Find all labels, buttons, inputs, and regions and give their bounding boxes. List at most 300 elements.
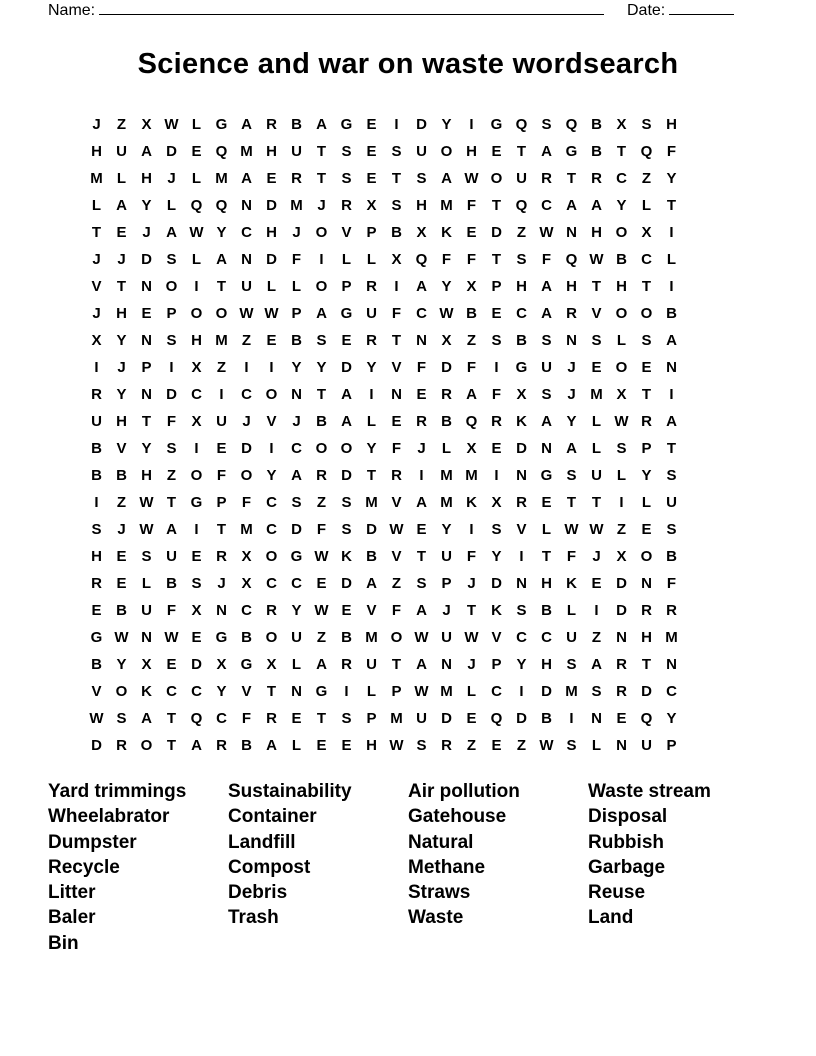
grid-letter[interactable]: B bbox=[166, 575, 177, 592]
grid-letter[interactable]: U bbox=[591, 467, 602, 484]
grid-letter[interactable]: S bbox=[541, 386, 552, 403]
grid-letter[interactable]: L bbox=[366, 251, 377, 268]
grid-letter[interactable]: B bbox=[541, 710, 552, 727]
grid-letter[interactable]: G bbox=[340, 305, 353, 322]
grid-letter[interactable]: E bbox=[616, 710, 627, 727]
grid-letter[interactable]: M bbox=[440, 683, 453, 700]
grid-letter[interactable]: N bbox=[291, 683, 302, 700]
grid-letter[interactable]: O bbox=[615, 305, 628, 322]
grid-letter[interactable]: G bbox=[340, 116, 353, 133]
grid-letter[interactable]: A bbox=[116, 197, 127, 214]
grid-letter[interactable]: O bbox=[265, 386, 278, 403]
grid-letter[interactable]: J bbox=[167, 170, 176, 187]
grid-letter[interactable]: M bbox=[390, 710, 403, 727]
grid-letter[interactable]: J bbox=[292, 224, 301, 241]
grid-letter[interactable]: T bbox=[416, 548, 427, 565]
grid-letter[interactable]: X bbox=[391, 251, 402, 268]
grid-letter[interactable]: H bbox=[616, 278, 627, 295]
grid-letter[interactable]: U bbox=[216, 413, 227, 430]
grid-letter[interactable]: C bbox=[641, 251, 652, 268]
grid-letter[interactable]: C bbox=[516, 305, 527, 322]
grid-letter[interactable]: E bbox=[341, 332, 352, 349]
grid-letter[interactable]: K bbox=[566, 575, 577, 592]
grid-letter[interactable]: E bbox=[91, 602, 102, 619]
grid-letter[interactable]: M bbox=[440, 467, 453, 484]
grid-letter[interactable]: H bbox=[541, 656, 552, 673]
grid-letter[interactable]: U bbox=[241, 278, 252, 295]
grid-letter[interactable]: F bbox=[241, 494, 252, 511]
grid-letter[interactable]: J bbox=[567, 359, 576, 376]
grid-letter[interactable]: C bbox=[166, 683, 177, 700]
grid-letter[interactable]: G bbox=[565, 143, 578, 160]
grid-letter[interactable]: E bbox=[391, 413, 402, 430]
grid-letter[interactable]: S bbox=[416, 737, 427, 754]
grid-letter[interactable]: S bbox=[516, 602, 527, 619]
grid-letter[interactable]: I bbox=[394, 116, 399, 133]
grid-letter[interactable]: U bbox=[291, 629, 302, 646]
grid-letter[interactable]: A bbox=[416, 656, 427, 673]
grid-letter[interactable]: N bbox=[666, 359, 677, 376]
grid-letter[interactable]: D bbox=[266, 197, 277, 214]
date-blank-line[interactable] bbox=[669, 0, 734, 15]
grid-letter[interactable]: X bbox=[466, 440, 477, 457]
grid-letter[interactable]: I bbox=[519, 683, 524, 700]
grid-letter[interactable]: R bbox=[216, 548, 227, 565]
grid-letter[interactable]: H bbox=[591, 224, 602, 241]
grid-letter[interactable]: N bbox=[541, 440, 552, 457]
grid-letter[interactable]: I bbox=[94, 494, 99, 511]
grid-letter[interactable]: W bbox=[589, 251, 604, 268]
grid-letter[interactable]: U bbox=[641, 737, 652, 754]
grid-letter[interactable]: W bbox=[314, 548, 329, 565]
grid-letter[interactable]: A bbox=[566, 440, 577, 457]
grid-letter[interactable]: D bbox=[166, 143, 177, 160]
grid-letter[interactable]: Q bbox=[640, 143, 653, 160]
grid-letter[interactable]: V bbox=[391, 548, 402, 565]
grid-letter[interactable]: O bbox=[315, 278, 328, 295]
grid-letter[interactable]: Z bbox=[516, 224, 527, 241]
grid-letter[interactable]: S bbox=[416, 170, 427, 187]
grid-letter[interactable]: N bbox=[516, 467, 527, 484]
grid-letter[interactable]: X bbox=[141, 116, 152, 133]
grid-letter[interactable]: A bbox=[341, 386, 352, 403]
grid-letter[interactable]: E bbox=[116, 224, 127, 241]
grid-letter[interactable]: D bbox=[491, 575, 502, 592]
grid-letter[interactable]: I bbox=[244, 359, 249, 376]
grid-letter[interactable]: R bbox=[391, 467, 402, 484]
grid-letter[interactable]: X bbox=[516, 386, 527, 403]
grid-letter[interactable]: Q bbox=[490, 710, 503, 727]
grid-letter[interactable]: P bbox=[666, 737, 677, 754]
grid-letter[interactable]: Q bbox=[190, 710, 203, 727]
grid-letter[interactable]: T bbox=[641, 386, 652, 403]
grid-letter[interactable]: S bbox=[391, 143, 402, 160]
grid-letter[interactable]: I bbox=[269, 440, 274, 457]
grid-letter[interactable]: T bbox=[591, 494, 602, 511]
grid-letter[interactable]: V bbox=[366, 602, 377, 619]
grid-letter[interactable]: G bbox=[315, 683, 328, 700]
grid-letter[interactable]: A bbox=[291, 467, 302, 484]
grid-letter[interactable]: R bbox=[566, 305, 577, 322]
grid-letter[interactable]: P bbox=[641, 440, 652, 457]
grid-letter[interactable]: L bbox=[441, 440, 452, 457]
grid-letter[interactable]: U bbox=[366, 656, 377, 673]
grid-letter[interactable]: N bbox=[241, 251, 252, 268]
grid-letter[interactable]: A bbox=[366, 575, 377, 592]
grid-letter[interactable]: L bbox=[566, 602, 577, 619]
grid-letter[interactable]: D bbox=[616, 602, 627, 619]
grid-letter[interactable]: Q bbox=[565, 116, 578, 133]
grid-letter[interactable]: Z bbox=[166, 467, 177, 484]
grid-letter[interactable]: O bbox=[640, 548, 653, 565]
grid-letter[interactable]: S bbox=[116, 710, 127, 727]
grid-letter[interactable]: F bbox=[166, 602, 177, 619]
grid-letter[interactable]: O bbox=[315, 440, 328, 457]
grid-letter[interactable]: G bbox=[490, 116, 503, 133]
grid-letter[interactable]: E bbox=[366, 170, 377, 187]
grid-letter[interactable]: P bbox=[366, 710, 377, 727]
grid-letter[interactable]: D bbox=[266, 251, 277, 268]
grid-letter[interactable]: A bbox=[141, 143, 152, 160]
grid-letter[interactable]: L bbox=[341, 251, 352, 268]
grid-letter[interactable]: F bbox=[466, 359, 477, 376]
grid-letter[interactable]: M bbox=[215, 170, 228, 187]
grid-letter[interactable]: I bbox=[394, 278, 399, 295]
grid-letter[interactable]: P bbox=[291, 305, 302, 322]
grid-letter[interactable]: O bbox=[640, 305, 653, 322]
grid-letter[interactable]: U bbox=[441, 548, 452, 565]
grid-letter[interactable]: Z bbox=[466, 332, 477, 349]
grid-letter[interactable]: W bbox=[139, 494, 154, 511]
grid-letter[interactable]: T bbox=[316, 710, 327, 727]
grid-letter[interactable]: F bbox=[441, 251, 452, 268]
grid-letter[interactable]: A bbox=[541, 143, 552, 160]
grid-letter[interactable]: Y bbox=[116, 386, 127, 403]
grid-letter[interactable]: U bbox=[666, 494, 677, 511]
grid-letter[interactable]: D bbox=[441, 710, 452, 727]
grid-letter[interactable]: B bbox=[291, 332, 302, 349]
grid-letter[interactable]: E bbox=[266, 170, 277, 187]
grid-letter[interactable]: X bbox=[416, 224, 427, 241]
grid-letter[interactable]: B bbox=[316, 413, 327, 430]
grid-letter[interactable]: S bbox=[591, 683, 602, 700]
grid-letter[interactable]: P bbox=[491, 278, 502, 295]
grid-letter[interactable]: R bbox=[266, 710, 277, 727]
grid-letter[interactable]: N bbox=[141, 629, 152, 646]
grid-letter[interactable]: E bbox=[466, 710, 477, 727]
grid-letter[interactable]: A bbox=[266, 737, 277, 754]
grid-letter[interactable]: H bbox=[366, 737, 377, 754]
grid-letter[interactable]: L bbox=[591, 413, 602, 430]
grid-letter[interactable]: M bbox=[440, 494, 453, 511]
grid-letter[interactable]: U bbox=[541, 359, 552, 376]
grid-letter[interactable]: S bbox=[166, 251, 177, 268]
grid-letter[interactable]: T bbox=[466, 602, 477, 619]
grid-letter[interactable]: U bbox=[91, 413, 102, 430]
grid-letter[interactable]: Y bbox=[116, 656, 127, 673]
grid-letter[interactable]: N bbox=[391, 386, 402, 403]
grid-letter[interactable]: A bbox=[166, 224, 177, 241]
grid-letter[interactable]: N bbox=[216, 602, 227, 619]
grid-letter[interactable]: M bbox=[590, 386, 603, 403]
grid-letter[interactable]: R bbox=[516, 494, 527, 511]
grid-letter[interactable]: D bbox=[441, 359, 452, 376]
grid-letter[interactable]: C bbox=[241, 386, 252, 403]
grid-letter[interactable]: E bbox=[116, 548, 127, 565]
grid-letter[interactable]: T bbox=[566, 494, 577, 511]
grid-letter[interactable]: I bbox=[369, 386, 374, 403]
grid-letter[interactable]: I bbox=[669, 224, 674, 241]
grid-letter[interactable]: R bbox=[266, 602, 277, 619]
grid-letter[interactable]: T bbox=[666, 197, 677, 214]
grid-letter[interactable]: Q bbox=[515, 116, 528, 133]
grid-letter[interactable]: E bbox=[266, 332, 277, 349]
grid-letter[interactable]: U bbox=[416, 710, 427, 727]
grid-letter[interactable]: E bbox=[191, 629, 202, 646]
grid-letter[interactable]: T bbox=[566, 170, 577, 187]
grid-letter[interactable]: T bbox=[316, 143, 327, 160]
grid-letter[interactable]: Y bbox=[641, 467, 652, 484]
grid-letter[interactable]: C bbox=[241, 224, 252, 241]
grid-letter[interactable]: F bbox=[466, 197, 477, 214]
grid-letter[interactable]: J bbox=[92, 116, 101, 133]
grid-letter[interactable]: T bbox=[491, 251, 502, 268]
grid-letter[interactable]: W bbox=[614, 413, 629, 430]
grid-letter[interactable]: V bbox=[116, 440, 127, 457]
grid-letter[interactable]: X bbox=[241, 575, 252, 592]
grid-letter[interactable]: S bbox=[491, 521, 502, 538]
grid-letter[interactable]: R bbox=[591, 170, 602, 187]
grid-letter[interactable]: L bbox=[291, 737, 302, 754]
grid-letter[interactable]: S bbox=[616, 440, 627, 457]
grid-letter[interactable]: C bbox=[266, 575, 277, 592]
grid-letter[interactable]: Y bbox=[216, 683, 227, 700]
grid-letter[interactable]: E bbox=[641, 521, 652, 538]
grid-letter[interactable]: E bbox=[316, 737, 327, 754]
grid-letter[interactable]: Z bbox=[516, 737, 527, 754]
grid-letter[interactable]: R bbox=[366, 332, 377, 349]
grid-letter[interactable]: I bbox=[169, 359, 174, 376]
grid-letter[interactable]: B bbox=[516, 332, 527, 349]
grid-letter[interactable]: G bbox=[215, 116, 228, 133]
grid-letter[interactable]: P bbox=[166, 305, 177, 322]
grid-letter[interactable]: B bbox=[591, 116, 602, 133]
grid-letter[interactable]: O bbox=[190, 305, 203, 322]
grid-letter[interactable]: R bbox=[541, 170, 552, 187]
grid-letter[interactable]: V bbox=[391, 359, 402, 376]
grid-letter[interactable]: N bbox=[566, 224, 577, 241]
grid-letter[interactable]: E bbox=[466, 224, 477, 241]
grid-letter[interactable]: M bbox=[365, 629, 378, 646]
grid-letter[interactable]: W bbox=[239, 305, 254, 322]
grid-letter[interactable]: D bbox=[341, 359, 352, 376]
grid-letter[interactable]: S bbox=[591, 332, 602, 349]
grid-letter[interactable]: Z bbox=[591, 629, 602, 646]
grid-letter[interactable]: H bbox=[141, 467, 152, 484]
grid-letter[interactable]: E bbox=[416, 386, 427, 403]
grid-letter[interactable]: Y bbox=[491, 548, 502, 565]
grid-letter[interactable]: D bbox=[616, 575, 627, 592]
grid-letter[interactable]: Z bbox=[466, 737, 477, 754]
grid-letter[interactable]: A bbox=[241, 170, 252, 187]
grid-letter[interactable]: I bbox=[619, 494, 624, 511]
grid-letter[interactable]: T bbox=[216, 278, 227, 295]
grid-letter[interactable]: R bbox=[216, 737, 227, 754]
grid-letter[interactable]: O bbox=[490, 170, 503, 187]
grid-letter[interactable]: E bbox=[591, 359, 602, 376]
grid-letter[interactable]: Z bbox=[616, 521, 627, 538]
grid-letter[interactable]: C bbox=[266, 521, 277, 538]
grid-letter[interactable]: O bbox=[315, 224, 328, 241]
grid-letter[interactable]: E bbox=[491, 440, 502, 457]
grid-letter[interactable]: S bbox=[491, 332, 502, 349]
grid-letter[interactable]: C bbox=[491, 683, 502, 700]
grid-letter[interactable]: P bbox=[441, 575, 452, 592]
grid-letter[interactable]: J bbox=[417, 440, 426, 457]
grid-letter[interactable]: I bbox=[319, 251, 324, 268]
grid-letter[interactable]: L bbox=[641, 494, 652, 511]
grid-letter[interactable]: S bbox=[566, 737, 577, 754]
grid-letter[interactable]: B bbox=[241, 629, 252, 646]
grid-letter[interactable]: T bbox=[391, 170, 402, 187]
grid-letter[interactable]: X bbox=[216, 656, 227, 673]
grid-letter[interactable]: Z bbox=[116, 116, 127, 133]
grid-letter[interactable]: W bbox=[464, 629, 479, 646]
grid-letter[interactable]: W bbox=[389, 521, 404, 538]
grid-letter[interactable]: H bbox=[566, 278, 577, 295]
grid-letter[interactable]: N bbox=[141, 386, 152, 403]
grid-letter[interactable]: S bbox=[566, 656, 577, 673]
grid-letter[interactable]: C bbox=[191, 386, 202, 403]
grid-letter[interactable]: U bbox=[516, 170, 527, 187]
grid-letter[interactable]: T bbox=[366, 467, 377, 484]
grid-letter[interactable]: Q bbox=[190, 197, 203, 214]
grid-letter[interactable]: L bbox=[191, 251, 202, 268]
grid-letter[interactable]: V bbox=[266, 413, 277, 430]
grid-letter[interactable]: F bbox=[291, 251, 302, 268]
grid-letter[interactable]: F bbox=[466, 548, 477, 565]
grid-letter[interactable]: F bbox=[391, 305, 402, 322]
grid-letter[interactable]: L bbox=[666, 251, 677, 268]
grid-letter[interactable]: L bbox=[616, 467, 627, 484]
grid-letter[interactable]: E bbox=[491, 143, 502, 160]
grid-letter[interactable]: R bbox=[441, 386, 452, 403]
grid-letter[interactable]: H bbox=[641, 629, 652, 646]
grid-letter[interactable]: S bbox=[516, 251, 527, 268]
grid-letter[interactable]: J bbox=[567, 386, 576, 403]
grid-letter[interactable]: N bbox=[141, 332, 152, 349]
grid-letter[interactable]: B bbox=[91, 656, 102, 673]
grid-letter[interactable]: T bbox=[391, 656, 402, 673]
grid-letter[interactable]: T bbox=[266, 683, 277, 700]
grid-letter[interactable]: Y bbox=[366, 359, 377, 376]
grid-letter[interactable]: A bbox=[541, 413, 552, 430]
grid-letter[interactable]: H bbox=[666, 116, 677, 133]
grid-letter[interactable]: G bbox=[515, 359, 528, 376]
grid-letter[interactable]: N bbox=[141, 278, 152, 295]
grid-letter[interactable]: Y bbox=[516, 656, 527, 673]
grid-letter[interactable]: E bbox=[491, 305, 502, 322]
grid-letter[interactable]: X bbox=[616, 116, 627, 133]
grid-letter[interactable]: L bbox=[291, 278, 302, 295]
grid-letter[interactable]: C bbox=[191, 683, 202, 700]
grid-letter[interactable]: Y bbox=[141, 197, 152, 214]
grid-letter[interactable]: J bbox=[467, 656, 476, 673]
grid-letter[interactable]: Q bbox=[465, 413, 478, 430]
grid-letter[interactable]: L bbox=[191, 170, 202, 187]
grid-letter[interactable]: Y bbox=[366, 440, 377, 457]
grid-letter[interactable]: B bbox=[291, 116, 302, 133]
grid-letter[interactable]: U bbox=[141, 602, 152, 619]
grid-letter[interactable]: S bbox=[541, 116, 552, 133]
grid-letter[interactable]: C bbox=[541, 197, 552, 214]
grid-letter[interactable]: A bbox=[191, 737, 202, 754]
grid-letter[interactable]: M bbox=[240, 143, 253, 160]
grid-letter[interactable]: T bbox=[541, 548, 552, 565]
grid-letter[interactable]: B bbox=[441, 413, 452, 430]
grid-letter[interactable]: O bbox=[240, 467, 253, 484]
grid-letter[interactable]: R bbox=[616, 656, 627, 673]
grid-letter[interactable]: U bbox=[441, 629, 452, 646]
grid-letter[interactable]: L bbox=[191, 116, 202, 133]
grid-letter[interactable]: B bbox=[666, 548, 677, 565]
grid-letter[interactable]: J bbox=[467, 575, 476, 592]
grid-letter[interactable]: G bbox=[290, 548, 303, 565]
grid-letter[interactable]: G bbox=[215, 629, 228, 646]
grid-letter[interactable]: V bbox=[91, 278, 102, 295]
grid-letter[interactable]: S bbox=[341, 710, 352, 727]
grid-letter[interactable]: F bbox=[216, 467, 227, 484]
grid-letter[interactable]: P bbox=[341, 278, 352, 295]
grid-letter[interactable]: G bbox=[240, 656, 253, 673]
grid-letter[interactable]: U bbox=[166, 548, 177, 565]
grid-letter[interactable]: W bbox=[114, 629, 129, 646]
grid-letter[interactable]: J bbox=[592, 548, 601, 565]
grid-letter[interactable]: I bbox=[94, 359, 99, 376]
grid-letter[interactable]: S bbox=[341, 521, 352, 538]
grid-letter[interactable]: L bbox=[91, 197, 102, 214]
grid-letter[interactable]: E bbox=[316, 575, 327, 592]
grid-letter[interactable]: L bbox=[641, 197, 652, 214]
grid-letter[interactable]: T bbox=[91, 224, 102, 241]
grid-letter[interactable]: T bbox=[516, 143, 527, 160]
grid-letter[interactable]: C bbox=[666, 683, 677, 700]
grid-letter[interactable]: A bbox=[666, 332, 677, 349]
grid-letter[interactable]: S bbox=[191, 575, 202, 592]
grid-letter[interactable]: F bbox=[241, 710, 252, 727]
grid-letter[interactable]: D bbox=[341, 467, 352, 484]
grid-letter[interactable]: X bbox=[616, 386, 627, 403]
grid-letter[interactable]: C bbox=[266, 494, 277, 511]
grid-letter[interactable]: D bbox=[91, 737, 102, 754]
grid-letter[interactable]: H bbox=[116, 305, 127, 322]
grid-letter[interactable]: W bbox=[414, 629, 429, 646]
grid-letter[interactable]: H bbox=[466, 143, 477, 160]
grid-letter[interactable]: F bbox=[391, 602, 402, 619]
grid-letter[interactable]: Y bbox=[141, 440, 152, 457]
grid-letter[interactable]: R bbox=[91, 575, 102, 592]
grid-letter[interactable]: Z bbox=[316, 629, 327, 646]
grid-letter[interactable]: D bbox=[241, 440, 252, 457]
grid-letter[interactable]: B bbox=[366, 548, 377, 565]
grid-letter[interactable]: I bbox=[469, 116, 474, 133]
grid-letter[interactable]: V bbox=[491, 629, 502, 646]
grid-letter[interactable]: C bbox=[541, 629, 552, 646]
grid-letter[interactable]: Y bbox=[666, 170, 677, 187]
grid-letter[interactable]: S bbox=[416, 575, 427, 592]
grid-letter[interactable]: T bbox=[491, 197, 502, 214]
grid-letter[interactable]: I bbox=[344, 683, 349, 700]
